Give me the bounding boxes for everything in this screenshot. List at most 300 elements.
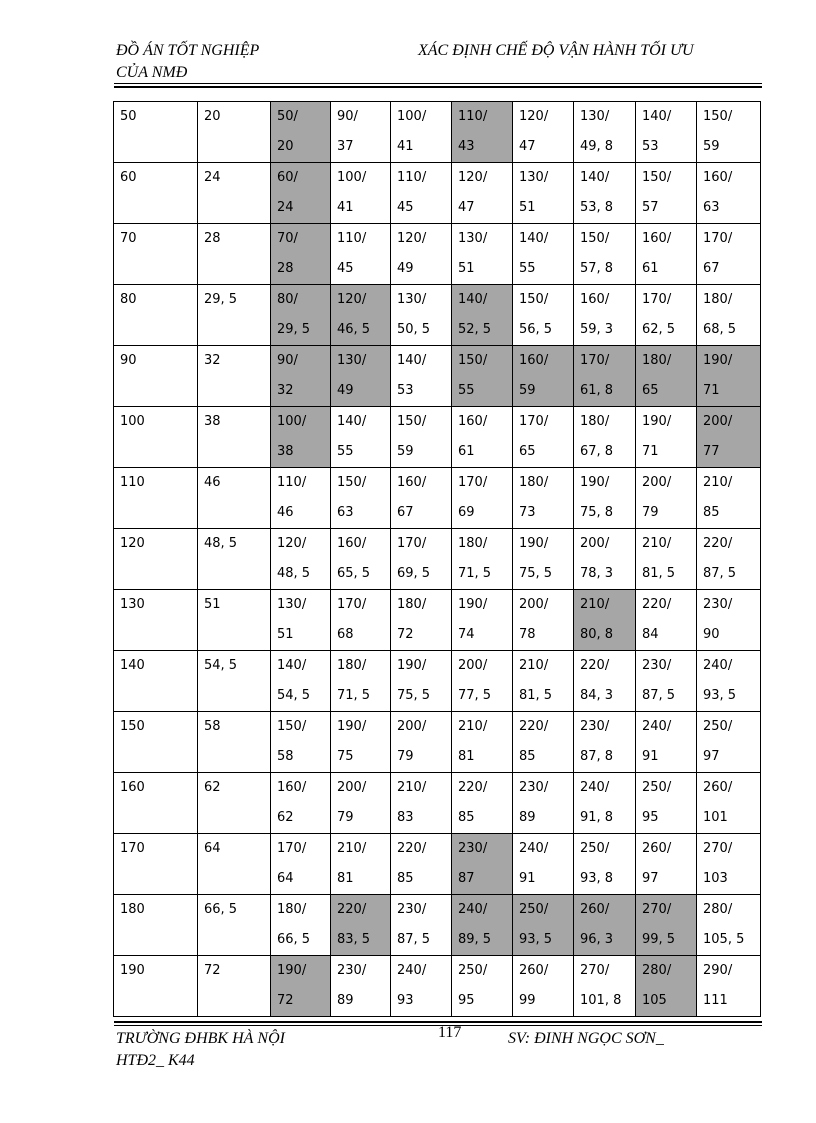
- cell-line-bottom: 68, 5: [703, 322, 737, 337]
- table-cell: [198, 163, 271, 224]
- table-cell: [271, 651, 331, 712]
- table-cell: [697, 224, 761, 285]
- table-cell: [574, 407, 636, 468]
- cell-line-bottom: 85: [703, 505, 720, 520]
- cell-line-top: 200/: [397, 719, 427, 734]
- cell-line-bottom: 77, 5: [458, 688, 492, 703]
- cell-line-top: 170/: [703, 231, 733, 246]
- cell-line-top: 80: [120, 292, 137, 307]
- cell-line-top: 180/: [397, 597, 427, 612]
- cell-line-bottom: 79: [642, 505, 659, 520]
- cell-line-top: 140/: [397, 353, 427, 368]
- cell-line-top: 240/: [458, 902, 488, 917]
- cell-line-top: 240/: [642, 719, 672, 734]
- cell-line-top: 190/: [519, 536, 549, 551]
- cell-line-top: 120/: [397, 231, 427, 246]
- table-cell: [636, 163, 697, 224]
- table-cell: [574, 529, 636, 590]
- cell-line-bottom: 79: [337, 810, 354, 825]
- cell-line-top: 66, 5: [204, 902, 238, 917]
- table-cell: [114, 590, 198, 651]
- cell-line-bottom: 49: [397, 261, 414, 276]
- cell-line-bottom: 71, 5: [337, 688, 371, 703]
- table-body: [114, 102, 761, 1017]
- cell-line-bottom: 67: [397, 505, 414, 520]
- cell-line-top: 150/: [397, 414, 427, 429]
- cell-line-top: 64: [204, 841, 221, 856]
- table-cell: [114, 895, 198, 956]
- cell-line-bottom: 85: [519, 749, 536, 764]
- cell-line-top: 170/: [337, 597, 367, 612]
- cell-line-bottom: 71: [642, 444, 659, 459]
- table-cell: [271, 346, 331, 407]
- cell-line-top: 58: [204, 719, 221, 734]
- table-cell: [636, 407, 697, 468]
- table-cell: [331, 224, 391, 285]
- cell-line-top: 100: [120, 414, 145, 429]
- cell-line-top: 90/: [337, 109, 358, 124]
- table-cell: [114, 285, 198, 346]
- table-cell: [513, 773, 574, 834]
- cell-line-top: 160/: [397, 475, 427, 490]
- table-cell: [697, 590, 761, 651]
- cell-line-bottom: 89, 5: [458, 932, 492, 947]
- cell-line-bottom: 64: [277, 871, 294, 886]
- table-row: [114, 895, 761, 956]
- cell-line-top: 230/: [703, 597, 733, 612]
- table-cell: [114, 346, 198, 407]
- cell-line-bottom: 65: [642, 383, 659, 398]
- table-cell: [513, 895, 574, 956]
- cell-line-top: 240/: [580, 780, 610, 795]
- cell-line-bottom: 93, 5: [703, 688, 737, 703]
- cell-line-bottom: 65, 5: [337, 566, 371, 581]
- cell-line-top: 230/: [580, 719, 610, 734]
- cell-line-bottom: 41: [397, 139, 414, 154]
- table-row: [114, 224, 761, 285]
- cell-line-top: 150/: [277, 719, 307, 734]
- cell-line-top: 140/: [337, 414, 367, 429]
- cell-line-top: 160: [120, 780, 145, 795]
- cell-line-bottom: 38: [277, 444, 294, 459]
- cell-line-top: 220/: [519, 719, 549, 734]
- cell-line-bottom: 78: [519, 627, 536, 642]
- cell-line-top: 130/: [580, 109, 610, 124]
- cell-line-bottom: 91: [642, 749, 659, 764]
- cell-line-bottom: 48, 5: [277, 566, 311, 581]
- table-cell: [697, 956, 761, 1017]
- table-row: [114, 163, 761, 224]
- table-cell: [697, 712, 761, 773]
- table-row: [114, 468, 761, 529]
- cell-line-top: 210/: [519, 658, 549, 673]
- table-cell: [697, 834, 761, 895]
- cell-line-bottom: 49: [337, 383, 354, 398]
- cell-line-bottom: 89: [519, 810, 536, 825]
- table-cell: [636, 651, 697, 712]
- cell-line-bottom: 95: [642, 810, 659, 825]
- cell-line-bottom: 71, 5: [458, 566, 492, 581]
- cell-line-top: 210/: [580, 597, 610, 612]
- cell-line-top: 110/: [397, 170, 427, 185]
- cell-line-top: 290/: [703, 963, 733, 978]
- cell-line-bottom: 61: [458, 444, 475, 459]
- table-cell: [331, 346, 391, 407]
- cell-line-bottom: 55: [458, 383, 475, 398]
- table-row: [114, 651, 761, 712]
- header-rule-thick: [114, 86, 762, 88]
- cell-line-bottom: 81: [337, 871, 354, 886]
- cell-line-top: 190/: [458, 597, 488, 612]
- cell-line-top: 140/: [277, 658, 307, 673]
- table-row: [114, 590, 761, 651]
- table-cell: [574, 346, 636, 407]
- header-rule-thin: [114, 83, 762, 84]
- cell-line-bottom: 53, 8: [580, 200, 614, 215]
- cell-line-top: 220/: [580, 658, 610, 673]
- table-cell: [331, 712, 391, 773]
- table-cell: [513, 590, 574, 651]
- table-cell: [513, 163, 574, 224]
- table-cell: [271, 102, 331, 163]
- cell-line-top: 38: [204, 414, 221, 429]
- table-row: [114, 285, 761, 346]
- cell-line-top: 200/: [519, 597, 549, 612]
- table-cell: [391, 590, 452, 651]
- cell-line-top: 170/: [642, 292, 672, 307]
- cell-line-top: 140: [120, 658, 145, 673]
- cell-line-bottom: 87, 5: [397, 932, 431, 947]
- table-cell: [697, 407, 761, 468]
- cell-line-bottom: 57: [642, 200, 659, 215]
- cell-line-bottom: 54, 5: [277, 688, 311, 703]
- cell-line-top: 60/: [277, 170, 298, 185]
- table-cell: [271, 285, 331, 346]
- cell-line-top: 160/: [337, 536, 367, 551]
- cell-line-bottom: 85: [397, 871, 414, 886]
- cell-line-bottom: 74: [458, 627, 475, 642]
- table-cell: [391, 102, 452, 163]
- cell-line-top: 29, 5: [204, 292, 238, 307]
- cell-line-top: 20: [204, 109, 221, 124]
- cell-line-bottom: 79: [397, 749, 414, 764]
- cell-line-bottom: 66, 5: [277, 932, 311, 947]
- cell-line-top: 230/: [337, 963, 367, 978]
- cell-line-top: 170/: [458, 475, 488, 490]
- table-row: [114, 956, 761, 1017]
- table-cell: [331, 895, 391, 956]
- cell-line-top: 180/: [580, 414, 610, 429]
- cell-line-top: 150/: [580, 231, 610, 246]
- cell-line-bottom: 71: [703, 383, 720, 398]
- cell-line-bottom: 51: [519, 200, 536, 215]
- cell-line-bottom: 75, 5: [397, 688, 431, 703]
- table-cell: [574, 224, 636, 285]
- cell-line-top: 110/: [458, 109, 488, 124]
- cell-line-top: 150: [120, 719, 145, 734]
- cell-line-bottom: 99: [519, 993, 536, 1008]
- cell-line-bottom: 84: [642, 627, 659, 642]
- cell-line-top: 210/: [337, 841, 367, 856]
- cell-line-top: 110/: [277, 475, 307, 490]
- cell-line-top: 190/: [642, 414, 672, 429]
- table-cell: [697, 285, 761, 346]
- cell-line-bottom: 37: [337, 139, 354, 154]
- cell-line-bottom: 62, 5: [642, 322, 676, 337]
- table-cell: [198, 834, 271, 895]
- cell-line-bottom: 80, 8: [580, 627, 614, 642]
- cell-line-bottom: 46: [277, 505, 294, 520]
- cell-line-top: 200/: [458, 658, 488, 673]
- cell-line-top: 48, 5: [204, 536, 238, 551]
- table-row: [114, 407, 761, 468]
- cell-line-bottom: 105: [642, 993, 667, 1008]
- cell-line-bottom: 87, 5: [703, 566, 737, 581]
- table-cell: [114, 773, 198, 834]
- table-cell: [391, 712, 452, 773]
- table-cell: [697, 529, 761, 590]
- cell-line-bottom: 89: [337, 993, 354, 1008]
- cell-line-bottom: 53: [397, 383, 414, 398]
- cell-line-top: 190/: [580, 475, 610, 490]
- cell-line-bottom: 77: [703, 444, 720, 459]
- table-cell: [513, 102, 574, 163]
- table-cell: [452, 346, 513, 407]
- table-cell: [452, 529, 513, 590]
- table-cell: [331, 956, 391, 1017]
- cell-line-top: 190/: [703, 353, 733, 368]
- cell-line-top: 62: [204, 780, 221, 795]
- cell-line-bottom: 81, 5: [642, 566, 676, 581]
- cell-line-top: 210/: [642, 536, 672, 551]
- cell-line-bottom: 90: [703, 627, 720, 642]
- table-cell: [636, 773, 697, 834]
- table-cell: [452, 651, 513, 712]
- cell-line-top: 72: [204, 963, 221, 978]
- cell-line-top: 230/: [397, 902, 427, 917]
- cell-line-top: 200/: [337, 780, 367, 795]
- table-cell: [114, 834, 198, 895]
- cell-line-top: 250/: [642, 780, 672, 795]
- cell-line-bottom: 101: [703, 810, 728, 825]
- cell-line-bottom: 53: [642, 139, 659, 154]
- cell-line-top: 180/: [642, 353, 672, 368]
- cell-line-bottom: 103: [703, 871, 728, 886]
- cell-line-top: 180/: [277, 902, 307, 917]
- cell-line-top: 180: [120, 902, 145, 917]
- cell-line-bottom: 93, 5: [519, 932, 553, 947]
- table-cell: [331, 834, 391, 895]
- table-cell: [198, 346, 271, 407]
- cell-line-top: 170/: [519, 414, 549, 429]
- table-cell: [452, 468, 513, 529]
- table-cell: [198, 773, 271, 834]
- cell-line-bottom: 72: [397, 627, 414, 642]
- cell-line-bottom: 69, 5: [397, 566, 431, 581]
- cell-line-bottom: 45: [397, 200, 414, 215]
- table-cell: [114, 712, 198, 773]
- table-cell: [452, 834, 513, 895]
- table-cell: [574, 651, 636, 712]
- cell-line-bottom: 75: [337, 749, 354, 764]
- cell-line-bottom: 29, 5: [277, 322, 311, 337]
- table-cell: [391, 773, 452, 834]
- table-cell: [391, 834, 452, 895]
- cell-line-top: 230/: [519, 780, 549, 795]
- cell-line-top: 190/: [337, 719, 367, 734]
- cell-line-bottom: 83: [397, 810, 414, 825]
- cell-line-top: 140/: [642, 109, 672, 124]
- cell-line-top: 24: [204, 170, 221, 185]
- page-number: 117: [438, 1024, 462, 1041]
- table-cell: [513, 956, 574, 1017]
- table-cell: [513, 529, 574, 590]
- table-row: [114, 834, 761, 895]
- cell-line-top: 150/: [703, 109, 733, 124]
- table-cell: [697, 163, 761, 224]
- table-cell: [391, 163, 452, 224]
- cell-line-top: 70/: [277, 231, 298, 246]
- table-cell: [271, 224, 331, 285]
- table-cell: [513, 285, 574, 346]
- cell-line-top: 190/: [397, 658, 427, 673]
- table-cell: [697, 773, 761, 834]
- cell-line-bottom: 20: [277, 139, 294, 154]
- header-left-line2: CỦA NMĐ: [116, 64, 188, 81]
- table-cell: [513, 407, 574, 468]
- data-table: [113, 101, 761, 1017]
- cell-line-bottom: 47: [519, 139, 536, 154]
- table-cell: [391, 224, 452, 285]
- table-row: [114, 529, 761, 590]
- cell-line-bottom: 87, 5: [642, 688, 676, 703]
- header-left: [116, 40, 356, 84]
- cell-line-bottom: 65: [519, 444, 536, 459]
- cell-line-top: 160/: [642, 231, 672, 246]
- cell-line-top: 150/: [519, 292, 549, 307]
- cell-line-top: 120/: [277, 536, 307, 551]
- table-cell: [331, 407, 391, 468]
- cell-line-top: 80/: [277, 292, 298, 307]
- table-cell: [513, 468, 574, 529]
- table-cell: [271, 956, 331, 1017]
- cell-line-top: 100/: [337, 170, 367, 185]
- cell-line-bottom: 28: [277, 261, 294, 276]
- table-cell: [391, 407, 452, 468]
- footer-rule-thick: [114, 1021, 762, 1023]
- footer-left-line1: TRƯỜNG ĐHBK HÀ NỘI: [116, 1030, 285, 1047]
- cell-line-top: 150/: [642, 170, 672, 185]
- table-cell: [114, 468, 198, 529]
- cell-line-top: 180/: [337, 658, 367, 673]
- cell-line-bottom: 32: [277, 383, 294, 398]
- cell-line-bottom: 45: [337, 261, 354, 276]
- table-cell: [574, 468, 636, 529]
- table-cell: [574, 956, 636, 1017]
- table-cell: [697, 651, 761, 712]
- table-cell: [452, 712, 513, 773]
- table-cell: [331, 468, 391, 529]
- cell-line-top: 220/: [642, 597, 672, 612]
- cell-line-top: 230/: [642, 658, 672, 673]
- header-right: XÁC ĐỊNH CHẾ ĐỘ VẬN HÀNH TỐI ƯU: [418, 42, 694, 59]
- cell-line-bottom: 58: [277, 749, 294, 764]
- table-cell: [452, 590, 513, 651]
- cell-line-bottom: 101, 8: [580, 993, 622, 1008]
- cell-line-bottom: 59: [519, 383, 536, 398]
- cell-line-top: 50: [120, 109, 137, 124]
- cell-line-top: 230/: [458, 841, 488, 856]
- cell-line-bottom: 95: [458, 993, 475, 1008]
- table-cell: [331, 529, 391, 590]
- table-cell: [391, 895, 452, 956]
- cell-line-top: 180/: [458, 536, 488, 551]
- cell-line-bottom: 51: [277, 627, 294, 642]
- cell-line-bottom: 61: [642, 261, 659, 276]
- cell-line-top: 100/: [277, 414, 307, 429]
- table-cell: [452, 895, 513, 956]
- footer-left: [116, 1028, 356, 1072]
- table-cell: [391, 529, 452, 590]
- table-cell: [636, 834, 697, 895]
- cell-line-bottom: 43: [458, 139, 475, 154]
- cell-line-top: 250/: [703, 719, 733, 734]
- table-cell: [391, 651, 452, 712]
- cell-line-top: 200/: [580, 536, 610, 551]
- cell-line-top: 270/: [642, 902, 672, 917]
- cell-line-top: 180/: [519, 475, 549, 490]
- table-cell: [636, 224, 697, 285]
- table-cell: [574, 590, 636, 651]
- table-cell: [452, 773, 513, 834]
- table-cell: [198, 895, 271, 956]
- table-cell: [452, 407, 513, 468]
- cell-line-top: 110/: [337, 231, 367, 246]
- cell-line-top: 220/: [458, 780, 488, 795]
- cell-line-bottom: 49, 8: [580, 139, 614, 154]
- cell-line-bottom: 111: [703, 993, 728, 1008]
- cell-line-top: 100/: [397, 109, 427, 124]
- table-cell: [391, 956, 452, 1017]
- table-cell: [574, 834, 636, 895]
- cell-line-top: 120/: [337, 292, 367, 307]
- footer-left-line2: HTĐ2_ K44: [116, 1052, 195, 1069]
- cell-line-top: 260/: [580, 902, 610, 917]
- cell-line-top: 240/: [519, 841, 549, 856]
- cell-line-bottom: 62: [277, 810, 294, 825]
- cell-line-top: 170: [120, 841, 145, 856]
- cell-line-top: 160/: [458, 414, 488, 429]
- cell-line-top: 50/: [277, 109, 298, 124]
- cell-line-bottom: 67: [703, 261, 720, 276]
- table-cell: [452, 956, 513, 1017]
- table-cell: [198, 956, 271, 1017]
- table-cell: [114, 529, 198, 590]
- cell-line-bottom: 75, 8: [580, 505, 614, 520]
- table-cell: [114, 163, 198, 224]
- table-cell: [198, 712, 271, 773]
- table-cell: [391, 468, 452, 529]
- table-cell: [331, 590, 391, 651]
- table-cell: [114, 407, 198, 468]
- cell-line-bottom: 55: [519, 261, 536, 276]
- table-cell: [271, 773, 331, 834]
- table-cell: [198, 529, 271, 590]
- table-cell: [636, 956, 697, 1017]
- table-cell: [331, 773, 391, 834]
- table-cell: [636, 590, 697, 651]
- table-cell: [198, 102, 271, 163]
